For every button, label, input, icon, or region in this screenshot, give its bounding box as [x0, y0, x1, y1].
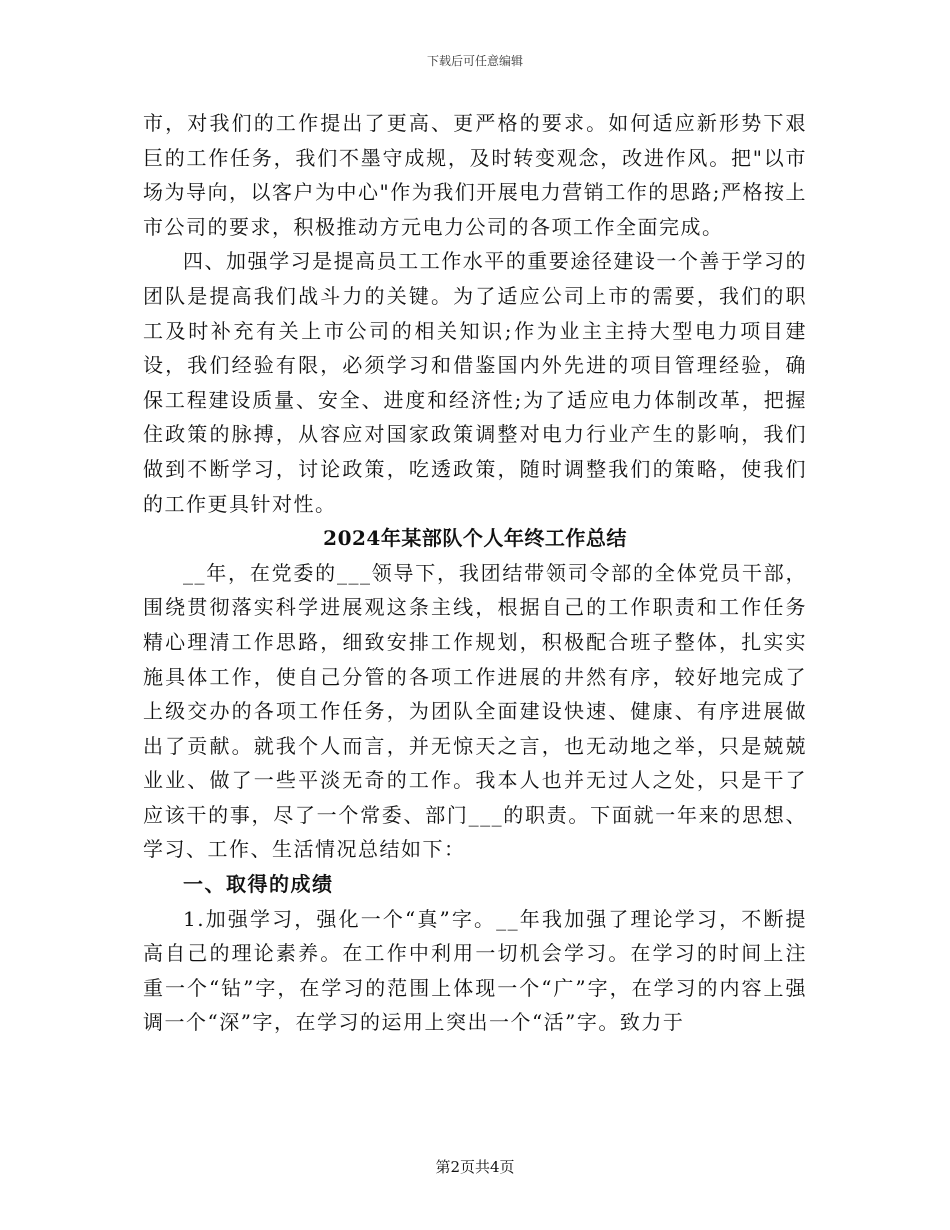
paragraph-intro: __年，在党委的___领导下，我团结带领司令部的全体党员干部，围绕贯彻落实科学进展观这条主线，根据自己的工作职责和工作任务精心理清工作思路，细致安排工作规划，积极配合班子整体，扎实实施具体工作，使自己分管的各项工作进展的井然有序，较好地完成了上级交办的各项工作任务，为团队全面建设快速、健康、有序进展做出了贡献。就我个人而言，并无惊天之言，也无动地之举，只是兢兢业业、做了一些平淡无奇的工作。我本人也并无过人之处，只是干了应该干的事，尽了一个常委、部门___的职责。下面就一年来的思想、学习、工作、生活情况总结如下：: [143, 560, 807, 862]
paragraph-continued: 市，对我们的工作提出了更高、更严格的要求。如何适应新形势下艰巨的工作任务，我们不墨守成规，及时转变观念，改进作风。把"以市场为导向，以客户为中心"作为我们开展电力营销工作的思路;严格按上市公司的要求，积极推动方元电力公司的各项工作全面完成。: [143, 111, 807, 239]
paragraph-section-four: 四、加强学习是提高员工工作水平的重要途径建设一个善于学习的团队是提高我们战斗力的关键。为了适应公司上市的需要，我们的职工及时补充有关上市公司的相关知识;作为业主主持大型电力项目建设，我们经验有限，必须学习和借鉴国内外先进的项目管理经验，确保工程建设质量、安全、进度和经济性;为了适应电力体制改革，把握住政策的脉搏，从容应对国家政策调整对电力行业产生的影响，我们做到不断学习，讨论政策，吃透政策，随时调整我们的策略，使我们的工作更具针对性。: [143, 249, 807, 516]
page-number-footer: 第2页共4页: [435, 1158, 515, 1176]
paragraph-study: 1.加强学习，强化一个“真”字。__年我加强了理论学习，不断提高自己的理论素养。在工作中利用一切机会学习。在学习的时间上注重一个“钻”字，在学习的范围上体现一个“广”字，在学习的内容上强调一个“深”字，在学习的运用上突出一个“活”字。致力于: [143, 906, 807, 1035]
page-header-note: 下载后可任意编辑: [426, 54, 523, 68]
document-body: [143, 106, 807, 1040]
document-title: 2024年某部队个人年终工作总结: [323, 526, 627, 551]
section-heading-achievements: 一、取得的成绩: [183, 872, 334, 897]
